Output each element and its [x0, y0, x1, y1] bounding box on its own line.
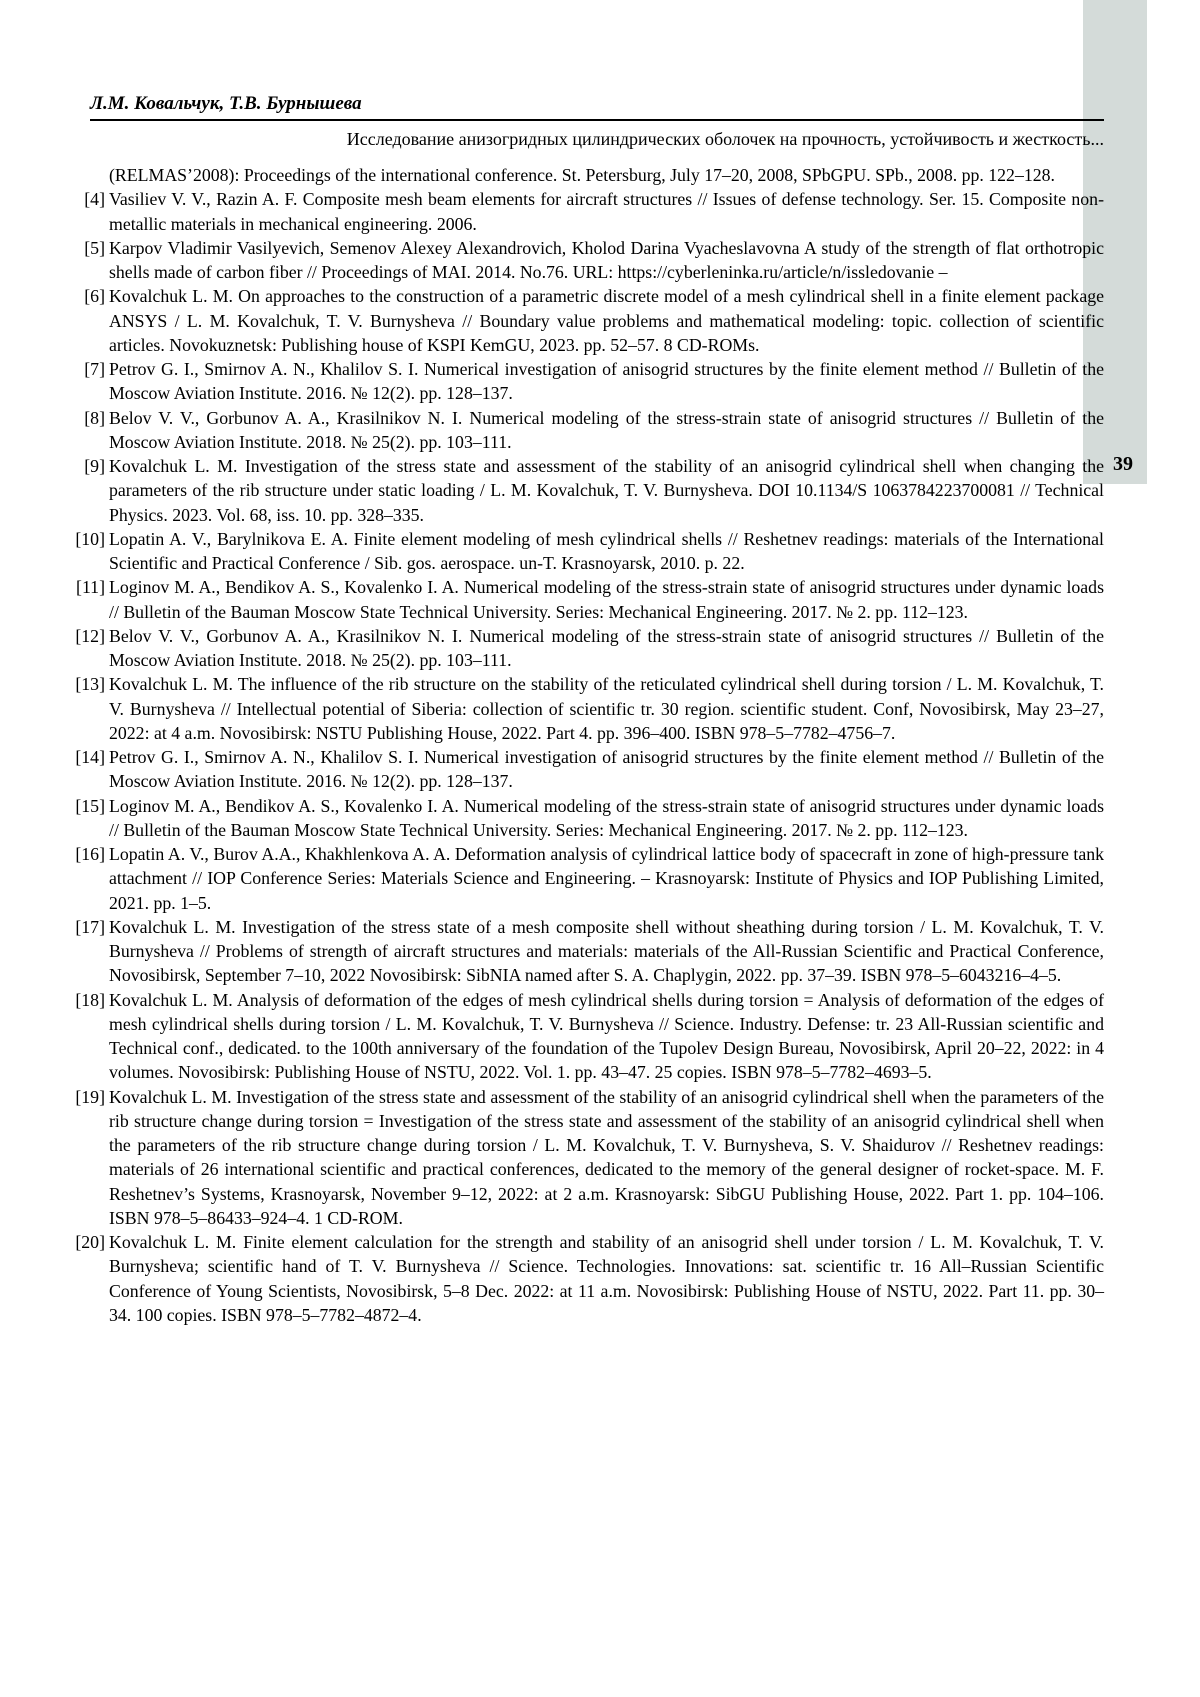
- running-authors: Л.М. Ковальчук, Т.В. Бурнышева: [90, 93, 362, 114]
- reference-number: [17]: [75, 916, 105, 937]
- reference-item: [75, 915, 1104, 988]
- reference-item: [75, 842, 1104, 915]
- reference-text: Vasiliev V. V., Razin A. F. Composite mesh beam elements for aircraft structures // Issues of defense technology. Ser. 15. Composite non-metallic materials in mechanical engineering. 2006.: [109, 189, 1104, 234]
- reference-number: [12]: [75, 625, 105, 646]
- reference-item: [84, 187, 1104, 236]
- reference-text: Belov V. V., Gorbunov A. A., Krasilnikov N. I. Numerical modeling of the stress-strain state of anisogrid structures // Bulletin of the Moscow Aviation Institute. 2018. № 25(2). pp. 103–111.: [109, 407, 1104, 452]
- reference-number: [18]: [75, 989, 105, 1010]
- reference-text: Lopatin A. V., Barylnikova E. A. Finite element modeling of mesh cylindrical shells // Reshetnev readings: materials of the International Scientific and Practical Conference / Sib. gos. aerospace. un-T. Krasnoyarsk, 2010. p. 22.: [109, 528, 1104, 573]
- continuation-paragraph: (RELMAS’2008): Proceedings of the international conference. St. Petersburg, July 17–20, 2008, SPbGPU. SPb., 2008. pp. 122–128.: [109, 165, 1055, 185]
- reference-item: [75, 527, 1104, 576]
- reference-item: [75, 1230, 1104, 1327]
- reference-text: Kovalchuk L. M. On approaches to the construction of a parametric discrete model of a mesh cylindrical shell in a finite element package ANSYS / L. M. Kovalchuk, T. V. Burnysheva // Boundary value problems and mathematical modeling: topic. collection of scientific articles. Novokuznetsk: Publishing house of KSPI KemGU, 2023. pp. 52–57. 8 CD-ROMs.: [109, 286, 1104, 355]
- reference-text: Loginov M. A., Bendikov A. S., Kovalenko I. A. Numerical modeling of the stress-strain state of anisogrid structures under dynamic loads // Bulletin of the Bauman Moscow State Technical University. Series: Mechanical Engineering. 2017. № 2. pp. 112–123.: [109, 577, 1104, 622]
- reference-number: [7]: [84, 359, 105, 379]
- reference-number: [9]: [84, 456, 105, 476]
- reference-text: Kovalchuk L. M. Investigation of the stress state and assessment of the stability of an anisogrid cylindrical shell when changing the parameters of the rib structure under static loading / L. M. Kovalchuk, T. V. Burnysheva. DOI 10.1134/S 1063784223700081 // Technical Physics. 2023. Vol. 68, iss. 10. pp. 328–335.: [109, 456, 1104, 525]
- reference-item: [75, 745, 1104, 794]
- reference-number: [15]: [75, 795, 105, 816]
- page-content: [75, 0, 1104, 1327]
- reference-number: [13]: [75, 674, 105, 695]
- reference-text: Petrov G. I., Smirnov A. N., Khalilov S. I. Numerical investigation of anisogrid structures by the finite element method // Bulletin of the Moscow Aviation Institute. 2016. № 12(2). pp. 128–137.: [109, 359, 1104, 404]
- reference-text: Kovalchuk L. M. Finite element calculation for the strength and stability of an anisogrid shell under torsion / L. M. Kovalchuk, T. V. Burnysheva; scientific hand of T. V. Burnysheva // Science. Technologies. Innovations: sat. scientific tr. 16 All–Russian Scientific Conference of Young Scientists, Novosibirsk, 5–8 Dec. 2022: at 11 a.m. Novosibirsk: Publishing House of NSTU, 2022. Part 11. pp. 30–34. 100 copies. ISBN 978–5–7782–4872–4.: [109, 1232, 1104, 1325]
- reference-item: [84, 406, 1104, 455]
- reference-item: [75, 794, 1104, 843]
- reference-number: [5]: [84, 237, 105, 258]
- reference-item: [84, 284, 1104, 357]
- reference-item: [75, 1085, 1104, 1231]
- reference-number: [19]: [75, 1086, 105, 1107]
- reference-number: [4]: [84, 189, 105, 210]
- reference-number: [6]: [84, 286, 105, 307]
- reference-number: [8]: [84, 407, 105, 428]
- reference-number: [20]: [75, 1232, 105, 1252]
- reference-text: Petrov G. I., Smirnov A. N., Khalilov S. I. Numerical investigation of anisogrid structures by the finite element method // Bulletin of the Moscow Aviation Institute. 2016. № 12(2). pp. 128–137.: [109, 747, 1104, 792]
- reference-text: Kovalchuk L. M. Analysis of deformation of the edges of mesh cylindrical shells during torsion = Analysis of deformation of the edges of mesh cylindrical shells during torsion / L. M. Kovalchuk, T. V. Burnysheva // Science. Industry. Defense: tr. 23 All-Russian scientific and Technical conf., dedicated. to the 100th anniversary of the foundation of the Tupolev Design Bureau, Novosibirsk, April 20–22, 2022: in 4 volumes. Novosibirsk: Publishing House of NSTU, 2022. Vol. 1. pp. 43–47. 25 copies. ISBN 978–5–7782–4693–5.: [109, 989, 1104, 1083]
- reference-text: Kovalchuk L. M. Investigation of the stress state of a mesh composite shell without sheathing during torsion / L. M. Kovalchuk, T. V. Burnysheva // Problems of strength of aircraft structures and materials: materials of the All-Russian Scientific and Practical Conference, Novosibirsk, September 7–10, 2022 Novosibirsk: SibNIA named after S. A. Chaplygin, 2022. pp. 37–39. ISBN 978–5–6043216–4–5.: [109, 916, 1104, 986]
- reference-text: Kovalchuk L. M. Investigation of the stress state and assessment of the stability of an anisogrid cylindrical shell when the parameters of the rib structure change during torsion = Investigation of the stress state and assessment of the stability of an anisogrid cylindrical shell when the parameters of the rib structure change during torsion / L. M. Kovalchuk, T. V. Burnysheva, S. V. Shaidurov // Reshetnev readings: materials of 26 international scientific and practical conferences, dedicated to the memory of the general designer of rocket-space. M. F. Reshetnev’s Systems, Krasnoyarsk, November 9–12, 2022: at 2 a.m. Krasnoyarsk: SibGU Publishing House, 2022. Part 1. pp. 104–106. ISBN 978–5–86433–924–4. 1 CD-ROM.: [109, 1086, 1104, 1228]
- references-list: [75, 163, 1104, 1327]
- reference-number: [10]: [75, 528, 105, 549]
- reference-item: [75, 988, 1104, 1085]
- reference-item: [84, 236, 1104, 285]
- reference-text: Belov V. V., Gorbunov A. A., Krasilnikov N. I. Numerical modeling of the stress-strain state of anisogrid structures // Bulletin of the Moscow Aviation Institute. 2018. № 25(2). pp. 103–111.: [109, 625, 1104, 670]
- reference-number: [11]: [76, 577, 105, 598]
- reference-text: Karpov Vladimir Vasilyevich, Semenov Alexey Alexandrovich, Kholod Darina Vyacheslavovna A study of the strength of flat orthotropic shells made of carbon fiber // Proceedings of MAI. 2014. No.76. URL: https://cyberleninka.ru/article/n/issledovanie –: [109, 237, 1104, 282]
- reference-item: [75, 624, 1104, 673]
- reference-item: [76, 575, 1104, 624]
- reference-item: [84, 357, 1104, 406]
- reference-item: [75, 672, 1104, 745]
- reference-text: Lopatin A. V., Burov A.A., Khakhlenkova A. A. Deformation analysis of cylindrical lattice body of spacecraft in zone of high-pressure tank attachment // IOP Conference Series: Materials Science and Engineering. – Krasnoyarsk: Institute of Physics and IOP Publishing Limited, 2021. pp. 1–5.: [109, 844, 1104, 913]
- reference-number: [16]: [75, 844, 105, 864]
- reference-text: Loginov M. A., Bendikov A. S., Kovalenko I. A. Numerical modeling of the stress-strain state of anisogrid structures under dynamic loads // Bulletin of the Bauman Moscow State Technical University. Series: Mechanical Engineering. 2017. № 2. pp. 112–123.: [109, 795, 1104, 840]
- reference-items: [75, 187, 1104, 1327]
- reference-item: [84, 454, 1104, 527]
- page-number: 39: [1113, 453, 1133, 475]
- reference-number: [14]: [75, 747, 105, 767]
- running-title: Исследование анизогридных цилиндрических оболочек на прочность, устойчивость и жесткость...: [346, 129, 1104, 149]
- reference-text: Kovalchuk L. M. The influence of the rib structure on the stability of the reticulated cylindrical shell during torsion / L. M. Kovalchuk, T. V. Burnysheva // Intellectual potential of Siberia: collection of scientific tr. 30 region. scientific student. Conf, Novosibirsk, May 23–27, 2022: at 4 a.m. Novosibirsk: NSTU Publishing House, 2022. Part 4. pp. 396–400. ISBN 978–5–7782–4756–7.: [109, 674, 1104, 743]
- header-rule: [90, 119, 1104, 121]
